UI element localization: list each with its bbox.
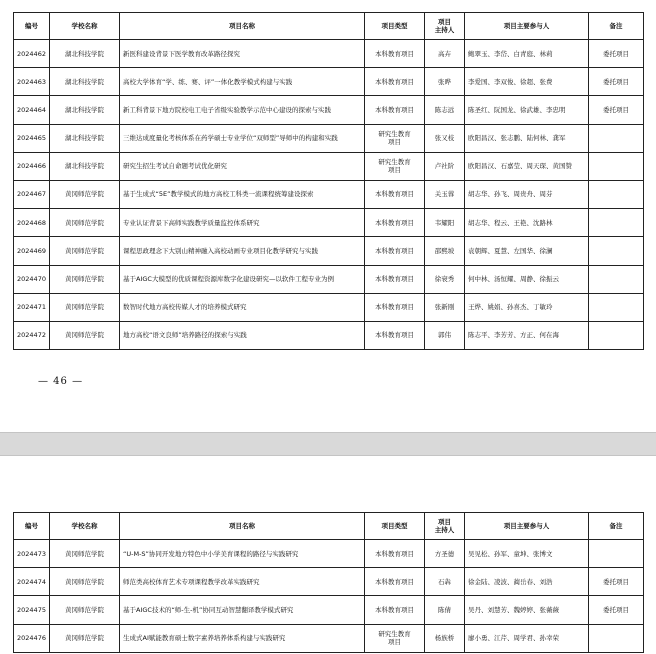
table-row	[14, 68, 644, 96]
school-cell: 黄冈师范学院	[50, 293, 120, 321]
note-cell	[589, 321, 644, 349]
members-cell: 何中林、汤恒耀、周静、徐振云	[465, 265, 589, 293]
project-name-cell: 地方高校“语文良师”培养路径的探索与实践	[120, 321, 365, 349]
school-cell: 黄冈师范学院	[50, 596, 120, 624]
type-cell: 研究生教育 项目	[365, 124, 425, 152]
project-name-cell: 三维达成度量化考核体系在药学硕士专业学位“双师型”导师中的构建和实践	[120, 124, 365, 152]
host-cell: 陈志远	[425, 96, 465, 124]
members-cell: 李爱国、李双俊、徐超、张费	[465, 68, 589, 96]
id-cell: 2024473	[14, 540, 50, 568]
page-gap	[0, 432, 656, 456]
members-cell: 胡志华、程云、王艳、沈路林	[465, 209, 589, 237]
project-name-cell: 师范类高校体育艺术专项课程教学改革实践研究	[120, 568, 365, 596]
school-cell: 黄冈师范学院	[50, 209, 120, 237]
header-host-cell: 项目 主持人	[425, 13, 465, 40]
members-cell: 袁朝辉、夏慧、左国华、徐澜	[465, 237, 589, 265]
school-cell: 湖北科技学院	[50, 152, 120, 180]
id-cell: 2024464	[14, 96, 50, 124]
project-name-cell: 数智时代地方高校传媒人才的培养模式研究	[120, 293, 365, 321]
header-type-cell: 项目类型	[365, 13, 425, 40]
header-members-cell: 项目主要参与人	[465, 13, 589, 40]
members-cell: 廖小勇、江芹、周学君、孙幸荣	[465, 624, 589, 652]
table-row	[14, 624, 644, 652]
id-cell: 2024462	[14, 40, 50, 68]
members-cell: 陈志平、李芳芳、方正、何在海	[465, 321, 589, 349]
school-cell: 黄冈师范学院	[50, 180, 120, 208]
id-cell: 2024468	[14, 209, 50, 237]
host-cell: 徐衰秀	[425, 265, 465, 293]
members-cell: 王烨、姚娟、孙喜杰、丁敏玲	[465, 293, 589, 321]
projects-table-top	[13, 12, 644, 350]
school-cell: 黄冈师范学院	[50, 624, 120, 652]
table-row	[14, 40, 644, 68]
type-cell: 本科教育项目	[365, 180, 425, 208]
host-cell: 郭伟	[425, 321, 465, 349]
school-cell: 湖北科技学院	[50, 96, 120, 124]
table-row	[14, 540, 644, 568]
table-row	[14, 265, 644, 293]
note-cell	[589, 180, 644, 208]
id-cell: 2024475	[14, 596, 50, 624]
note-cell	[589, 293, 644, 321]
type-cell: 本科教育项目	[365, 265, 425, 293]
id-cell: 2024463	[14, 68, 50, 96]
type-cell: 本科教育项目	[365, 40, 425, 68]
projects-table-bottom	[13, 512, 644, 653]
members-cell: 胡志华、孙飞、周贵舟、周芬	[465, 180, 589, 208]
id-cell: 2024476	[14, 624, 50, 652]
table-row	[14, 209, 644, 237]
host-cell: 关玉蓉	[425, 180, 465, 208]
id-cell: 2024465	[14, 124, 50, 152]
table-row	[14, 293, 644, 321]
header-host-cell: 项目 主持人	[425, 513, 465, 540]
project-name-cell: 新工科背景下地方院校电工电子省级实验教学示范中心建设的探索与实践	[120, 96, 365, 124]
project-name-cell: 课程思政理念下大别山精神融入高校动画专业项目化教学研究与实践	[120, 237, 365, 265]
type-cell: 本科教育项目	[365, 568, 425, 596]
school-cell: 黄冈师范学院	[50, 237, 120, 265]
host-cell: 卢社阶	[425, 152, 465, 180]
page-lower	[0, 456, 656, 654]
note-cell: 委托项目	[589, 96, 644, 124]
members-cell: 欧阳昌汉、石嘉莹、周天琛、黄国赞	[465, 152, 589, 180]
host-cell: 张晔	[425, 68, 465, 96]
id-cell: 2024466	[14, 152, 50, 180]
header-project-name-cell: 项目名称	[120, 513, 365, 540]
type-cell: 本科教育项目	[365, 209, 425, 237]
header-id-cell: 编号	[14, 13, 50, 40]
type-cell: 本科教育项目	[365, 321, 425, 349]
school-cell: 黄冈师范学院	[50, 540, 120, 568]
school-cell: 黄冈师范学院	[50, 265, 120, 293]
members-cell: 吴见松、孙军、童坤、张博文	[465, 540, 589, 568]
school-cell: 湖北科技学院	[50, 68, 120, 96]
header-project-name-cell: 项目名称	[120, 13, 365, 40]
project-name-cell: 生成式AI赋能教育硕士数字素养培养体系构建与实践研究	[120, 624, 365, 652]
note-cell	[589, 237, 644, 265]
host-cell: 邵熙坡	[425, 237, 465, 265]
host-cell: 方圣德	[425, 540, 465, 568]
note-cell: 委托项目	[589, 68, 644, 96]
type-cell: 研究生教育 项目	[365, 152, 425, 180]
header-members-cell: 项目主要参与人	[465, 513, 589, 540]
id-cell: 2024474	[14, 568, 50, 596]
header-note-cell: 备注	[589, 513, 644, 540]
table-row	[14, 237, 644, 265]
project-name-cell: 研究生招生考试自命题考试优化研究	[120, 152, 365, 180]
id-cell: 2024467	[14, 180, 50, 208]
table-row	[14, 568, 644, 596]
type-cell: 本科教育项目	[365, 596, 425, 624]
header-school-cell: 学校名称	[50, 13, 120, 40]
host-cell: 高卉	[425, 40, 465, 68]
header-note-cell: 备注	[589, 13, 644, 40]
table-row	[14, 321, 644, 349]
id-cell: 2024470	[14, 265, 50, 293]
note-cell	[589, 624, 644, 652]
page-number: — 46 —	[38, 376, 84, 387]
id-cell: 2024472	[14, 321, 50, 349]
school-cell: 黄冈师范学院	[50, 321, 120, 349]
table-header-row	[14, 513, 644, 540]
host-cell: 杨族桥	[425, 624, 465, 652]
type-cell: 本科教育项目	[365, 293, 425, 321]
host-cell: 张又枝	[425, 124, 465, 152]
school-cell: 黄冈师范学院	[50, 568, 120, 596]
host-cell: 石犇	[425, 568, 465, 596]
id-cell: 2024469	[14, 237, 50, 265]
host-cell: 韦耀阳	[425, 209, 465, 237]
project-name-cell: 新医科建设背景下医学教育改革路径探究	[120, 40, 365, 68]
header-school-cell: 学校名称	[50, 513, 120, 540]
note-cell	[589, 265, 644, 293]
members-cell: 徐金陆、凌波、蔺岳春、刘浩	[465, 568, 589, 596]
note-cell	[589, 540, 644, 568]
project-name-cell: 基于AIGC技术的“师-生-机”协同互动智慧翻译教学模式研究	[120, 596, 365, 624]
school-cell: 湖北科技学院	[50, 40, 120, 68]
project-name-cell: 专业认证背景下高师实践教学质量监控体系研究	[120, 209, 365, 237]
table-header-row	[14, 13, 644, 40]
id-cell: 2024471	[14, 293, 50, 321]
note-cell	[589, 152, 644, 180]
members-cell: 欧阳昌汉、张志鹏、陆何林、龚军	[465, 124, 589, 152]
project-name-cell: 高校大学体育“学、练、赛、评”一体化教学模式构建与实践	[120, 68, 365, 96]
header-id-cell: 编号	[14, 513, 50, 540]
note-cell: 委托项目	[589, 596, 644, 624]
header-type-cell: 项目类型	[365, 513, 425, 540]
note-cell	[589, 209, 644, 237]
school-cell: 湖北科技学院	[50, 124, 120, 152]
table-row	[14, 596, 644, 624]
table-row	[14, 180, 644, 208]
table-row	[14, 124, 644, 152]
host-cell: 张新刚	[425, 293, 465, 321]
project-name-cell: “U-M-S”协同开发地方特色中小学美育课程的路径与实践研究	[120, 540, 365, 568]
project-name-cell: 基于生成式“5E”教学模式的地方高校工科类一流课程统筹建设探索	[120, 180, 365, 208]
members-cell: 鲍翠玉、李岱、白青庭、林莉	[465, 40, 589, 68]
note-cell: 委托项目	[589, 40, 644, 68]
host-cell: 陈倩	[425, 596, 465, 624]
type-cell: 本科教育项目	[365, 540, 425, 568]
note-cell	[589, 124, 644, 152]
type-cell: 本科教育项目	[365, 96, 425, 124]
type-cell: 本科教育项目	[365, 68, 425, 96]
project-name-cell: 基于AIGC大模型的优质课程资源库数字化建设研究—以软件工程专业为例	[120, 265, 365, 293]
table-row	[14, 96, 644, 124]
table-row	[14, 152, 644, 180]
note-cell: 委托项目	[589, 568, 644, 596]
members-cell: 吴丹、刘慧芳、魏婷婷、张薇薇	[465, 596, 589, 624]
type-cell: 本科教育项目	[365, 237, 425, 265]
type-cell: 研究生教育 项目	[365, 624, 425, 652]
members-cell: 陈圣红、阮国龙、徐武雄、李忠明	[465, 96, 589, 124]
